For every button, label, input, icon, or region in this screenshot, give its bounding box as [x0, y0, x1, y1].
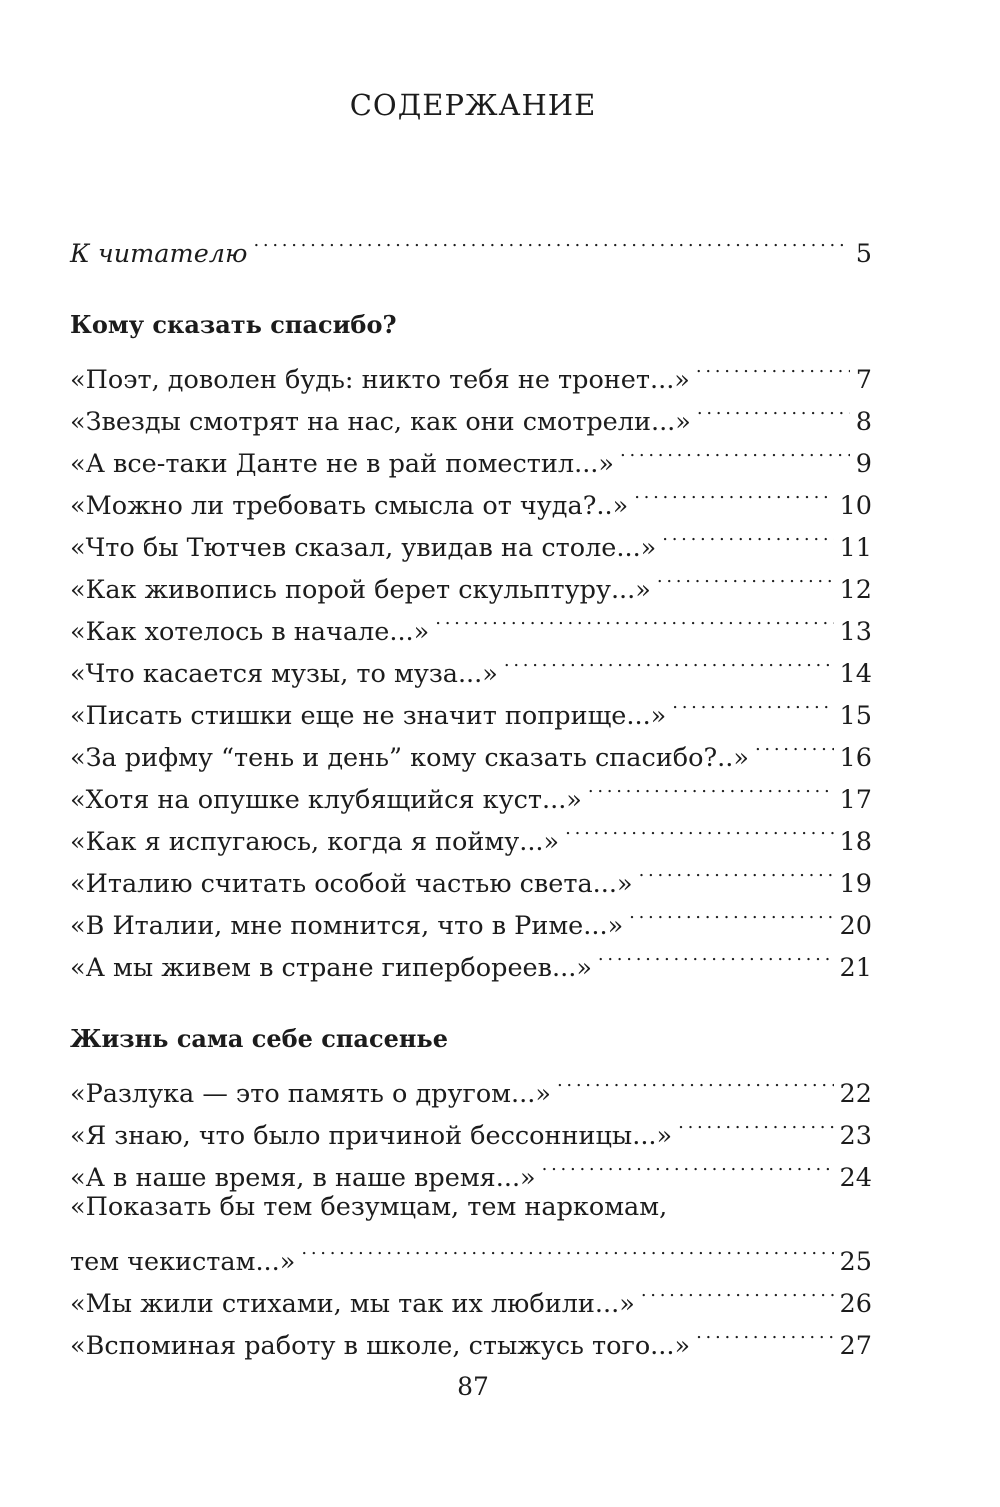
dot-leader [253, 220, 849, 262]
dot-leader [557, 1060, 834, 1102]
toc-page-number: 18 [839, 827, 872, 857]
toc-page-number: 5 [855, 239, 872, 269]
dot-leader [697, 388, 850, 430]
toc-entry-text: К читателю [70, 239, 248, 269]
toc-entry-text: «Поэт, доволен будь: никто тебя не тронет...» [70, 365, 690, 395]
toc-entry-text: «Я знаю, что было причиной бессонницы...» [70, 1121, 673, 1151]
toc-entry-text: «Можно ли требовать смысла от чуда?..» [70, 491, 629, 521]
dot-leader [672, 682, 833, 724]
toc-entry-text: «Как я испугаюсь, когда я пойму...» [70, 827, 560, 857]
toc-entry [70, 1060, 872, 1109]
toc-entry-text: «Хотя на опушке клубящийся куст...» [70, 785, 582, 815]
dot-leader [657, 556, 834, 598]
page-title: СОДЕРЖАНИЕ [349, 88, 597, 122]
toc-page-number: 9 [855, 449, 872, 479]
dot-leader [435, 598, 833, 640]
toc-entry-text: «А в наше время, в наше время...» [70, 1163, 536, 1193]
toc-page-number: 13 [839, 617, 872, 647]
toc-page-number: 16 [839, 743, 872, 773]
toc-entry-text: «Писать стишки еще не значит поприще...» [70, 701, 667, 731]
toc-entry-text: «Что касается музы, то муза...» [70, 659, 498, 689]
toc-page-number: 20 [839, 911, 872, 941]
toc-entry-text: «За рифму “тень и день” кому сказать спасибо?..» [70, 743, 749, 773]
table-of-contents [70, 220, 872, 1361]
dot-leader [565, 808, 833, 850]
toc-entry [70, 1228, 872, 1277]
dot-leader [620, 430, 850, 472]
toc-page-number: 26 [839, 1289, 872, 1319]
dot-leader [598, 934, 834, 976]
toc-page-number: 11 [839, 533, 872, 563]
toc-page-number: 10 [839, 491, 872, 521]
toc-page-number: 12 [839, 575, 872, 605]
dot-leader [696, 346, 850, 388]
dot-leader [629, 892, 833, 934]
dot-leader [301, 1228, 833, 1270]
toc-entry-text: «Как живопись порой берет скульптуру...» [70, 575, 651, 605]
toc-entry-preface [70, 220, 872, 269]
toc-page-number: 14 [839, 659, 872, 689]
toc-page-number: 22 [839, 1079, 872, 1109]
toc-page-number: 7 [855, 365, 872, 395]
dot-leader [588, 766, 834, 808]
toc-entry-text: «Показать бы тем безумцам, тем наркомам, [70, 1192, 668, 1222]
toc-page-number: 25 [839, 1247, 872, 1277]
dot-leader [696, 1312, 833, 1354]
dot-leader [662, 514, 833, 556]
page-number: 87 [457, 1372, 489, 1401]
dot-leader [639, 850, 834, 892]
toc-entry-text: «Мы жили стихами, мы так их любили...» [70, 1289, 635, 1319]
section-heading: Жизнь сама себе спасенье [70, 1024, 448, 1053]
toc-entry-text: «А все-таки Данте не в рай поместил...» [70, 449, 615, 479]
toc-page-number: 24 [839, 1163, 872, 1193]
toc-entry [70, 346, 872, 395]
toc-page-number: 23 [839, 1121, 872, 1151]
toc-page-number: 27 [839, 1331, 872, 1361]
toc-entry-text: «Как хотелось в начале...» [70, 617, 430, 647]
toc-page-number: 17 [839, 785, 872, 815]
toc-entry-text: «Разлука — это память о другом...» [70, 1079, 551, 1109]
dot-leader [755, 724, 834, 766]
toc-entry-text: «Звезды смотрят на нас, как они смотрели...» [70, 407, 691, 437]
section-heading: Кому сказать спасибо? [70, 310, 397, 339]
toc-page-number: 21 [839, 953, 872, 983]
toc-entry-text: «В Италии, мне помнится, что в Риме...» [70, 911, 624, 941]
toc-entry-first-line [70, 1186, 872, 1228]
toc-page-number: 19 [839, 869, 872, 899]
dot-leader [634, 472, 833, 514]
toc-entry-text: тем чекистам...» [70, 1247, 296, 1277]
toc-entry-text: «Италию считать особой частью света...» [70, 869, 633, 899]
dot-leader [641, 1270, 834, 1312]
dot-leader [542, 1144, 834, 1186]
toc-page-number: 8 [855, 407, 872, 437]
toc-entry-text: «А мы живем в стране гипербореев...» [70, 953, 592, 983]
dot-leader [678, 1102, 833, 1144]
toc-entry-text: «Что бы Тютчев сказал, увидав на столе...» [70, 533, 657, 563]
toc-entry-text: «Вспоминая работу в школе, стыжусь того...» [70, 1331, 691, 1361]
toc-page-number: 15 [839, 701, 872, 731]
dot-leader [504, 640, 834, 682]
